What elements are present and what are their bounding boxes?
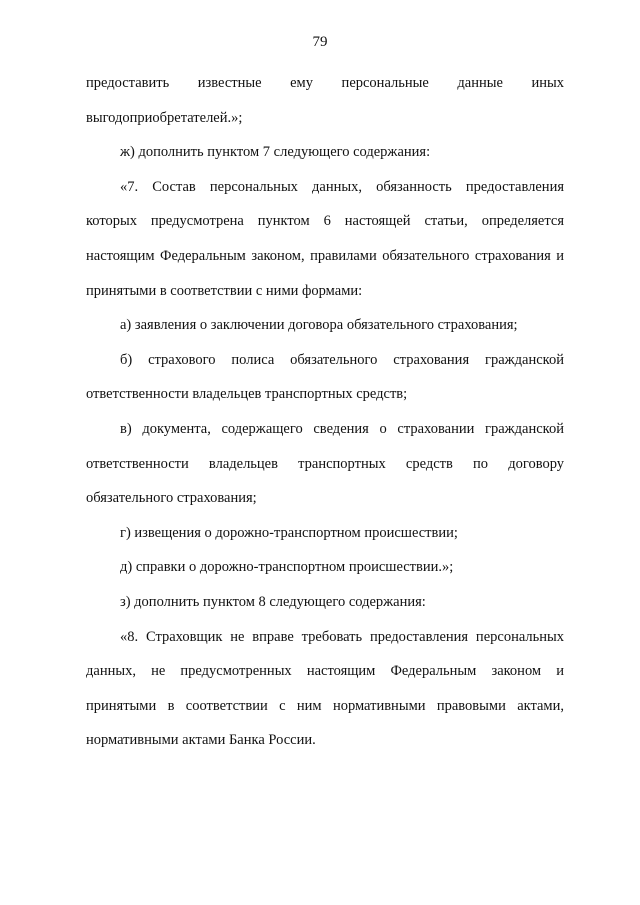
- paragraph-continuation: предоставить известные ему персональные данные иных выгодоприобретателей.»;: [86, 75, 564, 126]
- paragraph-amendment-zh: ж) дополнить пунктом 7 следующего содержания:: [120, 144, 431, 161]
- paragraph-amendment-z: з) дополнить пунктом 8 следующего содержания:: [120, 593, 426, 610]
- paragraph-item-v: в) документа, содержащего сведения о страховании гражданской ответственности владельцев транспортных средств по договору обязательного страхования;: [86, 420, 564, 507]
- paragraph-item-a: а) заявления о заключении договора обязательного страхования;: [120, 317, 518, 334]
- document-body: [86, 66, 564, 758]
- paragraph-clause-7: «7. Состав персональных данных, обязанность предоставления которых предусмотрена пунктом 6 настоящей статьи, определяется настоящим Федеральным законом, правилами обязательного страхования и принятыми в соответствии с ними формами:: [86, 178, 564, 299]
- paragraph-item-b: б) страхового полиса обязательного страхования гражданской ответственности владельцев транспортных средств;: [86, 351, 564, 403]
- paragraph-item-d: д) справки о дорожно-транспортном происшествии.»;: [120, 559, 454, 576]
- page-number: 79: [312, 34, 328, 50]
- paragraph-item-g: г) извещения о дорожно-транспортном происшествии;: [120, 524, 458, 541]
- paragraph-clause-8: «8. Страховщик не вправе требовать предоставления персональных данных, не предусмотренных настоящим Федеральным законом и принятыми в соответствии с ним нормативными правовыми актами, нормативными актами Банка России.: [86, 628, 564, 749]
